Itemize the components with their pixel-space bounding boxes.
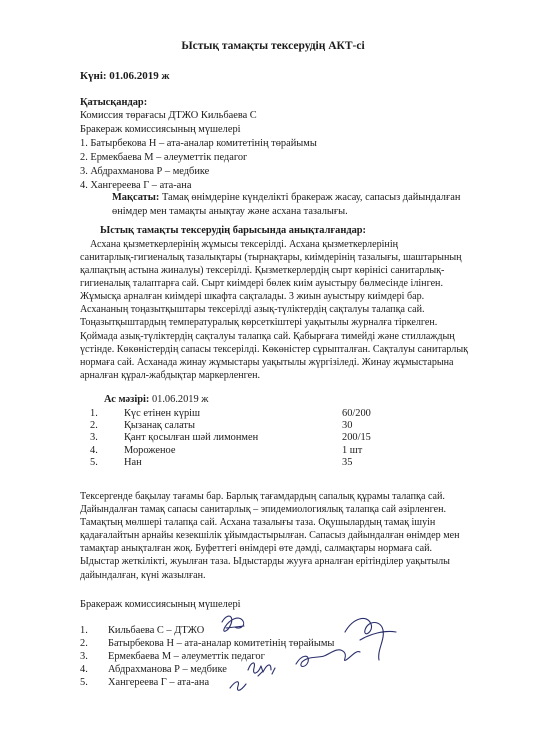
menu-item-number: 3. [90, 432, 98, 444]
menu-item-number: 1. [90, 408, 98, 419]
conclusion-line: Ыдыстар жеткілікті, жуылған таза. Ыдыстарды жууға арналған ерітінділер уақытылы [80, 556, 450, 568]
conclusion-line: Тексергенде бақылау тағамы бар. Барлық тағамдардың сапалық құрамы талапқа сай. [80, 491, 445, 502]
menu-item-portion: 35 [342, 456, 353, 468]
commission-chair: Комиссия төрағасы ДТЖО Кильбаева С [80, 110, 257, 121]
signature-number: 5. [80, 677, 88, 688]
signature-name: Батырбекова Н – ата-аналар комитетінің төрайымы [108, 638, 335, 649]
menu-date: 01.06.2019 ж [149, 394, 209, 405]
menu-row [90, 408, 371, 420]
menu-item-number: 4. [90, 444, 98, 456]
signature-mark-1 [222, 616, 244, 631]
signature-number: 2. [80, 638, 88, 649]
signature-number: 3. [80, 651, 88, 662]
member-line: 1. Батырбекова Н – ата-аналар комитетінің төрайымы [80, 138, 317, 149]
document-title: Ыстық тамақты тексерудің АКТ-сі [181, 40, 365, 52]
findings-line: арналған құрал-жабдықтар маркерленген. [80, 369, 261, 381]
conclusion-line: Дайындалған тамақ сапасы санитарлық – эпидемиологиялық талапқа сай әзірленген. [80, 504, 447, 516]
signature-name: Кильбаева С – ДТЖО [108, 625, 205, 636]
findings-line: Тоңазытқыштардың температуралық көрсеткіштері уақытылы журналға тіркелген. [80, 317, 438, 329]
conclusion-line: дайындалған, күні жазылған. [80, 569, 206, 581]
menu-item-portion: 60/200 [342, 408, 371, 419]
signature-row [80, 625, 204, 636]
menu-item-name: Қызанақ салаты [124, 420, 195, 432]
aim-label: Мақсаты: [112, 192, 160, 203]
member-line: 2. Ермекбаева М – әлеуметтік педагог [80, 152, 248, 163]
menu-item-name: Мороженое [124, 444, 176, 456]
findings-block [80, 251, 500, 382]
member-line: 3. Абдрахманова Р – медбике [80, 166, 210, 177]
findings-line: қалпақтың астына жиналуы) тексерілді. Қызметкерлердің сырт көрінісі санитарлық- [80, 265, 445, 277]
findings-line: Қоймада азық-түліктердің сақталуы талапқа сай. Қабырғаға тимейді және стиллаждың [80, 330, 455, 342]
menu-row [90, 457, 371, 469]
menu-row [90, 445, 371, 457]
signatures-heading: Бракераж комиссиясының мүшелері [80, 599, 241, 610]
menu-item-number: 2. [90, 420, 98, 432]
findings-line: Асхананың тоңазытқыштары тексерілді азық-түліктердің сақталуы талапқа сай. [80, 304, 425, 316]
menu-item-number: 5. [90, 456, 98, 468]
conclusion-paragraph [80, 490, 500, 582]
signature-number: 1. [80, 625, 88, 636]
signature-mark-4 [296, 650, 360, 667]
findings-line: Асхана қызметкерлерінің жұмысы тексерілді. Асхана қызметкерлерінің [90, 239, 399, 250]
participants-heading: Қатысқандар: [80, 97, 148, 108]
conclusion-line: тамақтар анықталған жоқ. Буфеттегі өнімдері өте дәмді, салмақтары нормаға сай. [80, 543, 433, 555]
aim-paragraph [112, 191, 472, 219]
menu-item-portion: 200/15 [342, 432, 371, 444]
signature-name: Хангереева Г – ата-ана [108, 677, 210, 688]
findings-line: санитарлық-гигиеналық тазалықтары (тырнақтары, киімдерінің тазалығы, шаштарының [80, 252, 462, 263]
menu-item-name: Қант қосылған шәй лимонмен [124, 432, 259, 444]
signature-number: 4. [80, 664, 88, 675]
menu-row [90, 432, 371, 444]
signature-row [80, 651, 265, 662]
menu-item-portion: 1 шт [342, 444, 363, 456]
findings-line: Жұмысқа арналған киімдері шкафта сақталады. 3 жиын ауыстыру киімдері бар. [80, 291, 425, 303]
signature-row [80, 638, 334, 649]
menu-table [90, 408, 371, 469]
menu-item-portion: 30 [342, 420, 353, 432]
menu-row [90, 420, 371, 432]
findings-line: гигиеналық талаптарға сай. Сырт киімдері бөлек киім ауыстыру бөлмесінде ілінген. [80, 278, 443, 290]
aim-text: Тамақ өнімдеріне күнделікті бракераж жасау, сапасыз дайындалған өнімдер мен тамақты анықтау және асхана тазалығы. [112, 192, 461, 217]
signature-mark-3 [248, 663, 275, 676]
menu-item-name: Күс етінен күріш [124, 408, 201, 419]
members-heading: Бракераж комиссиясының мүшелері [80, 124, 241, 135]
menu-heading-line [104, 393, 208, 407]
findings-heading: Ыстық тамақты тексерудің барысында анықталғандар: [100, 225, 367, 236]
document-date: Күні: 01.06.2019 ж [80, 70, 170, 82]
signature-row [80, 664, 227, 675]
signature-mark-2 [345, 618, 396, 660]
conclusion-line: қадағалайтын арнайы кезекшілік ұйымдастырылған. Сапасыз дайындалған өнімдер мен [80, 530, 460, 542]
signature-name: Абдрахманова Р – медбике [108, 664, 227, 675]
member-line: 4. Хангереева Г – ата-ана [80, 180, 192, 191]
findings-paragraph [80, 238, 500, 251]
menu-heading: Ас мәзірі: [104, 394, 150, 405]
signature-name: Ермекбаева М – әлеуметтік педагог [108, 651, 265, 662]
signature-mark-5 [230, 682, 246, 691]
signature-row [80, 677, 209, 688]
findings-line: үстінде. Көкөністердің сапасы тексерілді. Көкөністер сұрыпталған. Сақталуы санитарлық [80, 343, 469, 355]
conclusion-line: Тамақтың мөлшері талапқа сай. Асхана тазалығы таза. Оқушылардың тамақ ішуін [80, 517, 436, 529]
menu-item-name: Нан [124, 456, 142, 468]
findings-line: нормаға сай. Асханада жинау жұмыстары уақытылы жүргізіледі. Жинау жұмыстарына [80, 356, 454, 368]
